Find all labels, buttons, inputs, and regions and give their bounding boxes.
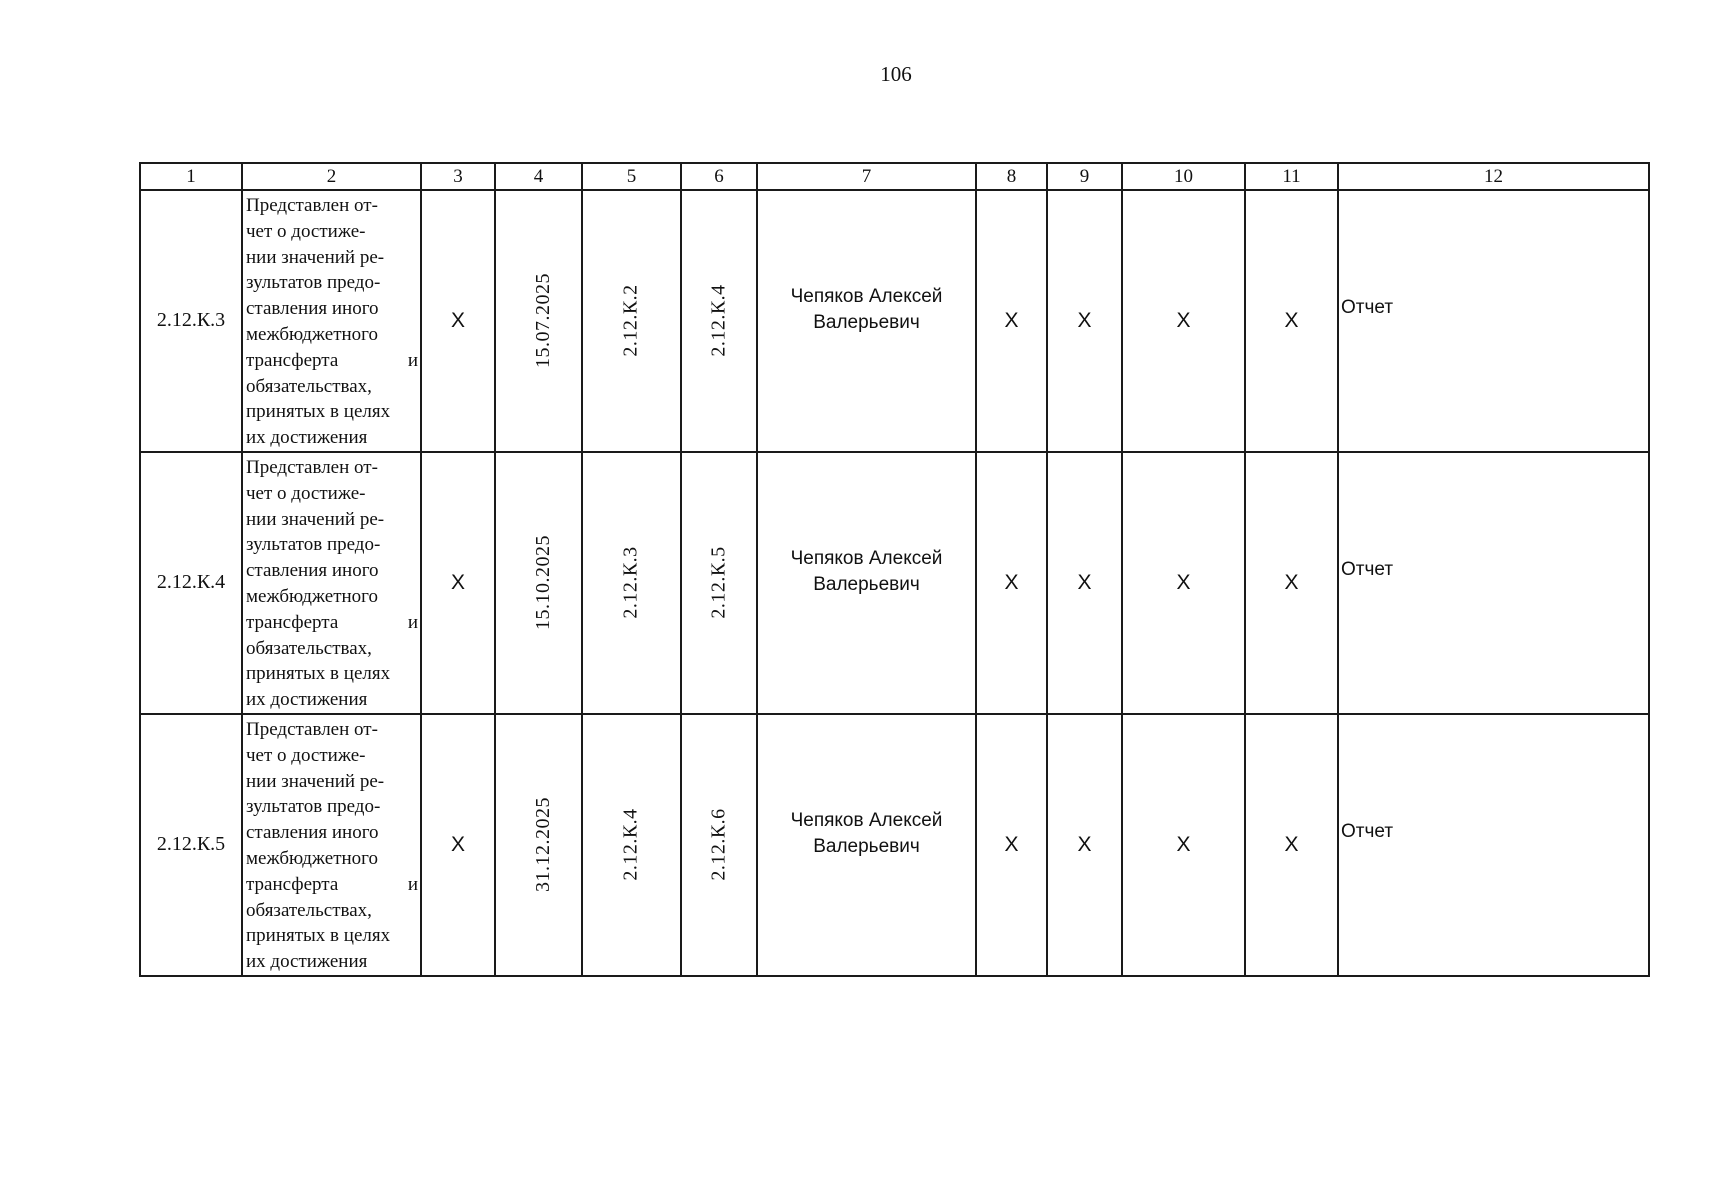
description-line: чет о достиже-: [246, 220, 366, 242]
table-body: [140, 190, 1649, 976]
table-row: [140, 714, 1649, 976]
responsible-line: Чепяков Алексей: [790, 547, 943, 569]
control-points-table: [139, 162, 1650, 977]
date-cell: [495, 190, 582, 452]
predecessor-text: 2.12.К.3: [620, 546, 642, 620]
col8-mark: X: [976, 714, 1047, 976]
description-line: нии значений ре-: [246, 770, 385, 792]
responsible-line: Чепяков Алексей: [790, 285, 943, 307]
responsible-line: Валерьевич: [813, 311, 920, 333]
column-header: 12: [1338, 163, 1649, 190]
successor-cell: [681, 190, 757, 452]
description-line: межбюджетного: [246, 847, 378, 869]
description-line: Представлен от-: [246, 195, 378, 216]
description-line: их достижения: [246, 951, 368, 973]
description-line: трансферта и: [246, 873, 418, 895]
date-text: 15.07.2025: [532, 273, 554, 369]
description-line: обязательствах,: [246, 375, 372, 397]
column-header: 6: [681, 163, 757, 190]
col10-mark: X: [1122, 190, 1245, 452]
column-header: 1: [140, 163, 242, 190]
page-number: 106: [880, 62, 912, 86]
successor-text: 2.12.К.4: [707, 284, 730, 358]
col9-mark: X: [1047, 452, 1122, 714]
note-cell: [1338, 452, 1649, 714]
description-line: обязательствах,: [246, 899, 372, 921]
description-line: трансферта и: [246, 349, 418, 371]
row-description: [242, 190, 421, 452]
description-line: Представлен от-: [246, 456, 378, 478]
predecessor-cell: [582, 452, 681, 714]
description-line: принятых в целях: [246, 663, 391, 685]
row-code: 2.12.К.5: [140, 714, 242, 976]
column-header: 9: [1047, 163, 1122, 190]
description-line: ставления иного: [246, 298, 379, 320]
description-line: принятых в целях: [246, 401, 391, 423]
row-description: [242, 714, 421, 976]
col3-mark: X: [421, 452, 495, 714]
row-code: 2.12.К.4: [140, 452, 242, 714]
successor-cell: [681, 714, 757, 976]
successor-cell: [681, 452, 757, 714]
column-header: 3: [421, 163, 495, 190]
note-text: Отчет: [1341, 558, 1394, 580]
col11-mark: X: [1245, 190, 1338, 452]
column-header: 8: [976, 163, 1047, 190]
description-line: ставления иного: [246, 822, 379, 844]
description-line: обязательствах,: [246, 637, 372, 659]
predecessor-cell: [582, 190, 681, 452]
responsible-line: Валерьевич: [813, 573, 920, 595]
note-text: Отчет: [1341, 296, 1394, 318]
table-header: [140, 163, 1649, 190]
note-cell: [1338, 714, 1649, 976]
successor-text: 2.12.К.6: [707, 808, 730, 882]
responsible-line: Валерьевич: [813, 835, 920, 857]
successor-text: 2.12.К.5: [707, 546, 730, 620]
description-line: нии значений ре-: [246, 246, 385, 268]
column-header: 4: [495, 163, 582, 190]
description-line: их достижения: [246, 689, 368, 711]
responsible-name: [791, 546, 943, 598]
col3-mark: X: [421, 714, 495, 976]
description-line: межбюджетного: [246, 585, 378, 607]
predecessor-text: 2.12.К.2: [620, 284, 642, 358]
row-description: [242, 452, 421, 714]
row-code: 2.12.К.3: [140, 190, 242, 452]
date-cell: [495, 714, 582, 976]
column-header: 5: [582, 163, 681, 190]
col9-mark: X: [1047, 714, 1122, 976]
responsible-cell: [757, 452, 976, 714]
description-line: нии значений ре-: [246, 508, 385, 530]
date-text: 31.12.2025: [532, 797, 554, 893]
table-row: [140, 190, 1649, 452]
description-line: зультатов предо-: [246, 796, 381, 818]
description-line: ставления иного: [246, 560, 379, 582]
column-header: 10: [1122, 163, 1245, 190]
predecessor-text: 2.12.К.4: [620, 808, 642, 882]
description-line: межбюджетного: [246, 323, 378, 345]
responsible-line: Чепяков Алексей: [790, 809, 943, 831]
description-line: чет о достиже-: [246, 482, 366, 504]
col11-mark: X: [1245, 714, 1338, 976]
responsible-name: [791, 284, 943, 336]
description-line: зультатов предо-: [246, 272, 381, 294]
col8-mark: X: [976, 190, 1047, 452]
col10-mark: X: [1122, 452, 1245, 714]
column-header: 7: [757, 163, 976, 190]
col8-mark: X: [976, 452, 1047, 714]
col10-mark: X: [1122, 714, 1245, 976]
responsible-cell: [757, 714, 976, 976]
table-row: [140, 452, 1649, 714]
note-text: Отчет: [1341, 820, 1394, 842]
description-line: принятых в целях: [246, 925, 391, 947]
header-row: [140, 163, 1649, 190]
description-line: чет о достиже-: [246, 744, 366, 766]
description-line: зультатов предо-: [246, 534, 381, 556]
col11-mark: X: [1245, 452, 1338, 714]
responsible-cell: [757, 190, 976, 452]
note-cell: [1338, 190, 1649, 452]
column-header: 11: [1245, 163, 1338, 190]
predecessor-cell: [582, 714, 681, 976]
col3-mark: X: [421, 190, 495, 452]
description-line: их достижения: [246, 427, 368, 449]
description-line: Представлен от-: [246, 718, 378, 740]
responsible-name: [791, 808, 943, 860]
col9-mark: X: [1047, 190, 1122, 452]
description-line: трансферта и: [246, 611, 418, 633]
date-text: 15.10.2025: [532, 535, 554, 631]
column-header: 2: [242, 163, 421, 190]
date-cell: [495, 452, 582, 714]
